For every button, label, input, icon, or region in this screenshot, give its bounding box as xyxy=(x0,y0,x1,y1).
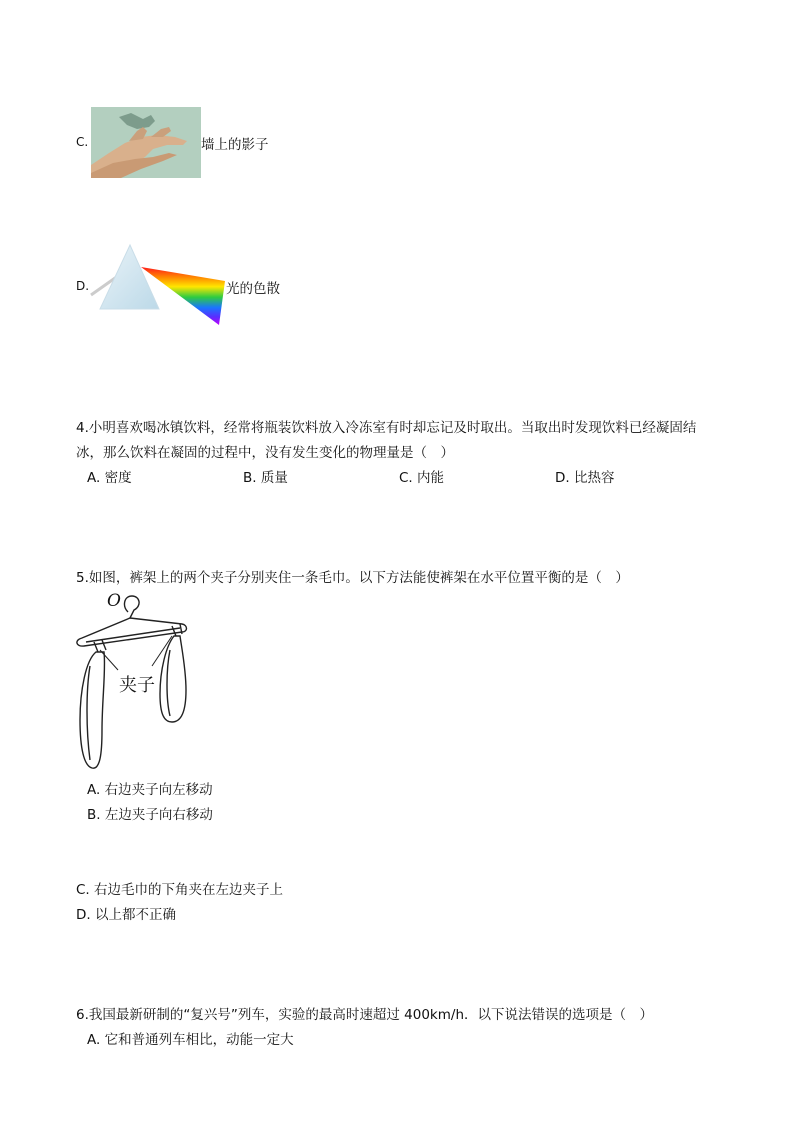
pivot-label: O xyxy=(107,591,121,611)
q3-option-d-caption: 光的色散 xyxy=(226,281,280,297)
q4-stem-line2: 冰，那么饮料在凝固的过程中，没有发生变化的物理量是（ ） xyxy=(76,445,454,461)
q4-stem-line1: 4.小明喜欢喝冰镇饮料，经常将瓶装饮料放入冷冻室有时却忘记及时取出。当取出时发现饮料已经凝固结 xyxy=(76,420,697,436)
q5-option-a[interactable]: A. 右边夹子向左移动 xyxy=(87,782,213,798)
q4-option-c[interactable]: C. 内能 xyxy=(399,470,445,486)
q3-option-c-label: C. xyxy=(76,135,89,149)
prism-dispersion-figure-icon xyxy=(89,243,225,325)
q6-option-a[interactable]: A. 它和普通列车相比，动能一定大 xyxy=(87,1032,294,1048)
hand-shadow-photo-icon xyxy=(91,107,201,178)
q3-option-d-label: D. xyxy=(76,279,90,293)
q4-option-a[interactable]: A. 密度 xyxy=(87,470,132,486)
q4-option-d[interactable]: D. 比热容 xyxy=(555,470,615,486)
q3-option-c-caption: 墙上的影子 xyxy=(201,137,269,153)
q5-stem: 5.如图，裤架上的两个夹子分别夹住一条毛巾。以下方法能使裤架在水平位置平衡的是（ ） xyxy=(76,570,629,586)
hanger-towels-figure-icon xyxy=(72,590,192,772)
clip-label: 夹子 xyxy=(119,675,155,696)
q4-option-b[interactable]: B. 质量 xyxy=(243,470,288,486)
q5-option-d[interactable]: D. 以上都不正确 xyxy=(76,907,176,923)
q5-option-b[interactable]: B. 左边夹子向右移动 xyxy=(87,807,213,823)
q6-stem: 6.我国最新研制的“复兴号”列车，实验的最高时速超过 400km/h．以下说法错误的选项是（ ） xyxy=(76,1007,653,1023)
q5-option-c[interactable]: C. 右边毛巾的下角夹在左边夹子上 xyxy=(76,882,284,898)
